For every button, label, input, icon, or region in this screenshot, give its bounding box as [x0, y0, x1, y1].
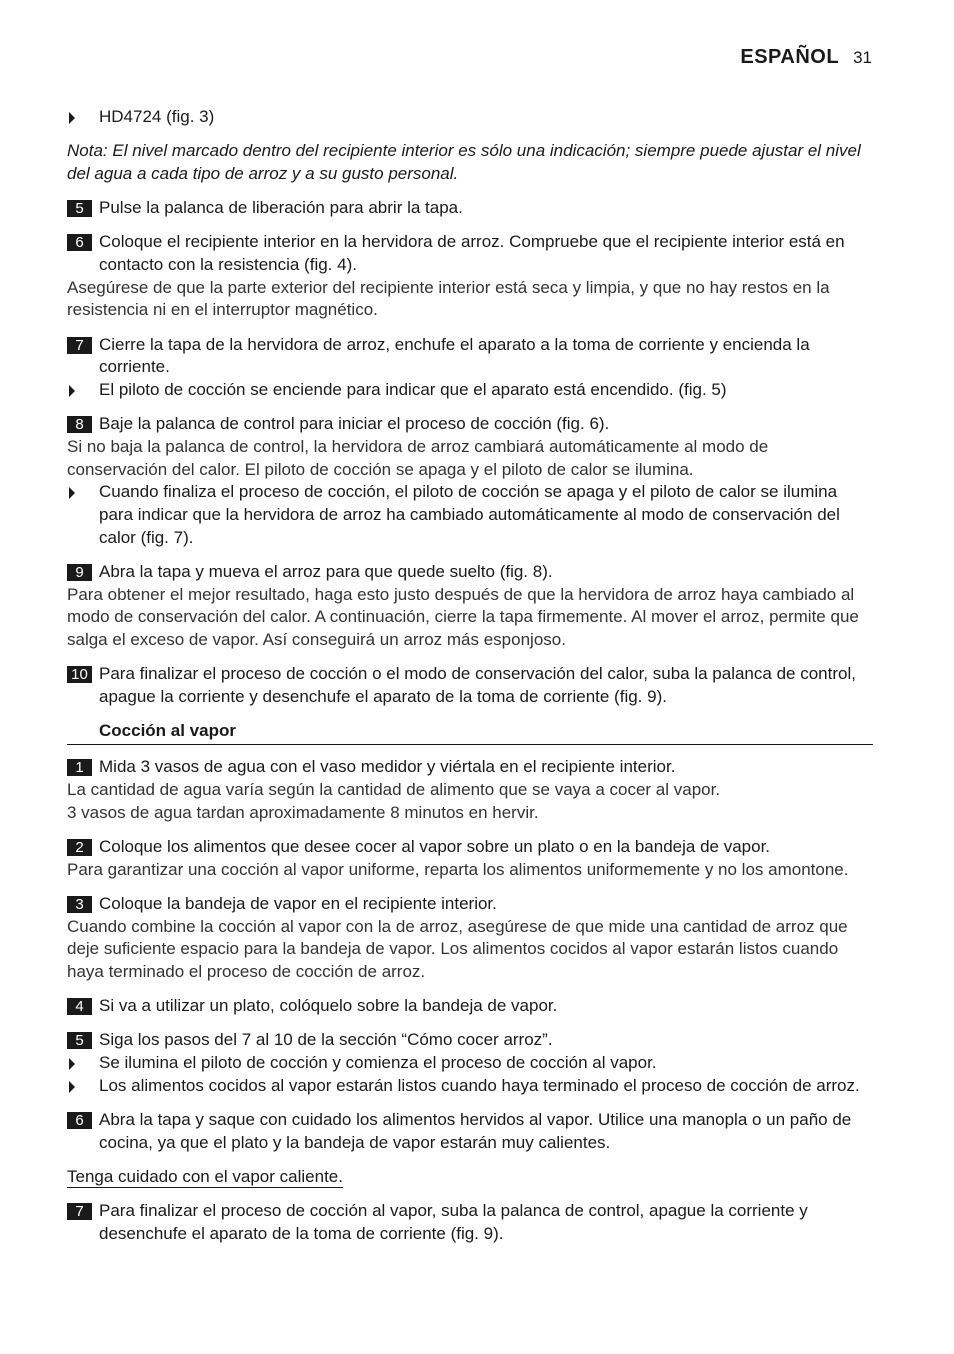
triangle-bullet-icon: [69, 112, 75, 124]
bullet-text: Los alimentos cocidos al vapor estarán listos cuando haya terminado el proceso de cocción de arroz.: [99, 1075, 860, 1095]
bullet-item: [67, 106, 873, 129]
step-item: [67, 1029, 873, 1052]
step-number-badge: 5: [67, 200, 92, 217]
step-number-badge: 9: [67, 564, 92, 581]
spacer: [67, 824, 873, 836]
body-paragraph: La cantidad de agua varía según la cantidad de alimento que se vaya a cocer al vapor.: [67, 780, 721, 800]
caution-text: Tenga cuidado con el vapor caliente.: [67, 1166, 343, 1186]
body-paragraph: Para garantizar una cocción al vapor uniforme, reparta los alimentos uniformemente y no los amontone.: [67, 859, 849, 879]
spacer: [67, 549, 873, 561]
step-number-badge: 2: [67, 839, 92, 856]
spacer: [67, 220, 873, 232]
spacer: [67, 709, 873, 721]
step-item: [67, 756, 873, 779]
step-item: [67, 1200, 873, 1245]
page-header: [740, 46, 872, 69]
step-item: [67, 663, 873, 708]
body-paragraph: Cuando combine la cocción al vapor con la de arroz, asegúrese de que mide una cantidad de arroz que deje suficiente espacio para la bandeja de vapor. Los alimentos cocidos al vapor estarán listos cuando haya terminado el proceso de cocción de arroz.: [67, 916, 848, 981]
step-number-badge: 6: [67, 234, 92, 251]
spacer: [67, 1189, 873, 1201]
triangle-bullet-icon: [69, 1081, 75, 1093]
spacer: [67, 129, 873, 141]
step-text: Para finalizar el proceso de cocción al vapor, suba la palanca de control, apague la corriente y desenchufe el aparato de la toma de corriente (fig. 9).: [99, 1201, 808, 1243]
step-text: Si va a utilizar un plato, colóquelo sobre la bandeja de vapor.: [99, 996, 558, 1016]
bullet-text: El piloto de cocción se enciende para indicar que el aparato está encendido. (fig. 5): [99, 380, 727, 400]
language-label: ESPAÑOL: [740, 46, 840, 68]
bullet-item: [67, 481, 873, 549]
step-number-badge: 6: [67, 1112, 92, 1129]
bullet-item: [67, 379, 873, 402]
step-item: [67, 893, 873, 916]
bullet-item: [67, 1052, 873, 1075]
step-text: Siga los pasos del 7 al 10 de la sección “Cómo cocer arroz”.: [99, 1030, 553, 1050]
triangle-bullet-icon: [69, 385, 75, 397]
spacer: [67, 402, 873, 414]
step-text: Coloque la bandeja de vapor en el recipiente interior.: [99, 893, 497, 913]
page-content: [67, 106, 873, 1246]
spacer: [67, 186, 873, 198]
step-item: [67, 197, 873, 220]
step-number-badge: 3: [67, 896, 92, 913]
step-text: Abra la tapa y saque con cuidado los alimentos hervidos al vapor. Utilice una manopla o un paño de cocina, ya que el plato y la bandeja de vapor estarán muy calientes.: [99, 1110, 852, 1152]
page-number: 31: [853, 48, 872, 67]
triangle-bullet-icon: [69, 1058, 75, 1070]
body-paragraph: Para obtener el mejor resultado, haga esto justo después de que la hervidora de arroz haya cambiado al modo de conservación del calor. A continuación, cierre la tapa firmemente. Al mover el arroz, permite que salga el exceso de vapor. Así conseguirá un arroz más esponjoso.: [67, 584, 859, 650]
step-item: [67, 1109, 873, 1154]
section-heading: Cocción al vapor: [99, 721, 236, 741]
step-item: [67, 836, 873, 859]
step-number-badge: 7: [67, 337, 92, 354]
bullet-item: [67, 1075, 873, 1098]
spacer: [67, 322, 873, 334]
note-paragraph: Nota: El nivel marcado dentro del recipiente interior es sólo una indicación; siempre puede ajustar el nivel del agua a cada tipo de arroz y a su gusto personal.: [67, 141, 861, 183]
spacer: [67, 745, 873, 757]
step-number-badge: 7: [67, 1203, 92, 1220]
step-item: [67, 995, 873, 1018]
bullet-text: Cuando finaliza el proceso de cocción, el piloto de cocción se apaga y el piloto de calor se ilumina para indicar que la hervidora de arroz ha cambiado automáticamente al modo de conservación del calor (fig. 7).: [99, 482, 840, 547]
step-item: [67, 561, 873, 584]
step-text: Coloque el recipiente interior en la hervidora de arroz. Compruebe que el recipiente interior está en contacto con la resistencia (fig. 4).: [99, 232, 845, 275]
spacer: [67, 881, 873, 893]
spacer: [67, 1098, 873, 1110]
step-number-badge: 8: [67, 416, 92, 433]
step-text: Baje la palanca de control para iniciar el proceso de cocción (fig. 6).: [99, 414, 610, 434]
spacer: [67, 1018, 873, 1030]
step-number-badge: 1: [67, 759, 92, 776]
step-text: Mida 3 vasos de agua con el vaso medidor y viértala en el recipiente interior.: [99, 757, 676, 777]
bullet-text: Se ilumina el piloto de cocción y comienza el proceso de cocción al vapor.: [99, 1053, 657, 1073]
step-text: Coloque los alimentos que desee cocer al vapor sobre un plato o en la bandeja de vapor.: [99, 836, 771, 856]
step-item: [67, 231, 873, 276]
body-paragraph: 3 vasos de agua tardan aproximadamente 8 minutos en hervir.: [67, 802, 539, 822]
step-item: [67, 334, 873, 379]
step-text: Para finalizar el proceso de cocción o el modo de conservación del calor, suba la palanca de control, apague la corriente y desenchufe el aparato de la toma de corriente (fig. 9).: [99, 664, 856, 706]
body-paragraph: Asegúrese de que la parte exterior del recipiente interior está seca y limpia, y que no hay restos en la resistencia ni en el interruptor magnético.: [67, 277, 830, 320]
step-item: [67, 413, 873, 436]
spacer: [67, 652, 873, 664]
step-text: Abra la tapa y mueva el arroz para que quede suelto (fig. 8).: [99, 561, 553, 581]
caution-line: [67, 1166, 873, 1189]
triangle-bullet-icon: [69, 487, 75, 499]
step-text: Cierre la tapa de la hervidora de arroz, enchufe el aparato a la toma de corriente y encienda la corriente.: [99, 334, 810, 377]
step-number-badge: 4: [67, 998, 92, 1015]
step-text: Pulse la palanca de liberación para abrir la tapa.: [99, 198, 463, 218]
body-paragraph: Si no baja la palanca de control, la hervidora de arroz cambiará automáticamente al modo de conservación del calor. El piloto de cocción se apaga y el piloto de calor se ilumina.: [67, 436, 769, 479]
spacer: [67, 984, 873, 996]
spacer: [67, 1154, 873, 1166]
step-number-badge: 5: [67, 1032, 92, 1049]
bullet-text: HD4724 (fig. 3): [99, 107, 215, 126]
step-number-badge: 10: [67, 666, 92, 683]
